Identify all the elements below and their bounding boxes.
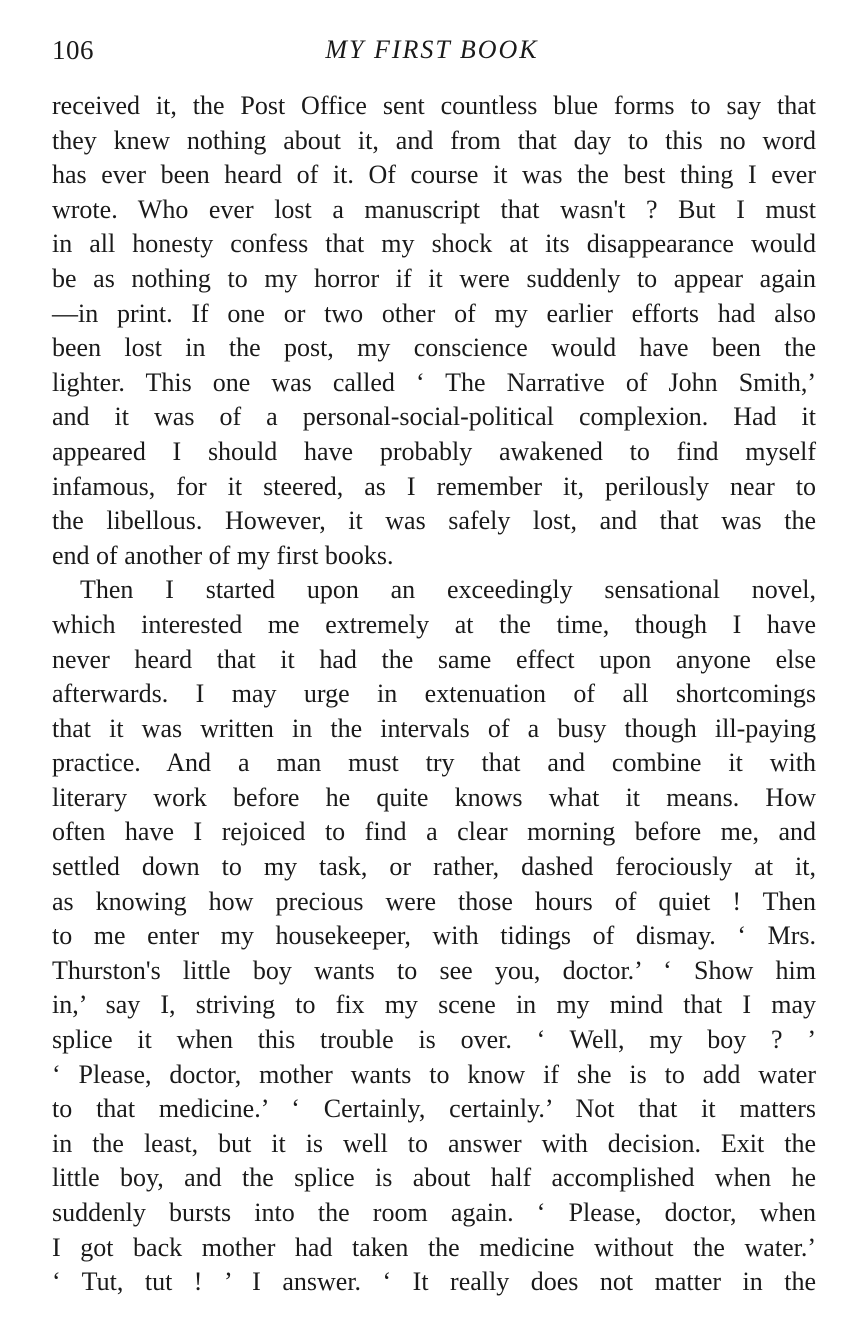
running-head: [52, 30, 812, 70]
text-line: the libellous. However, it was safely lost, and that was the: [52, 506, 816, 536]
text-line: infamous, for it steered, as I remember it, perilously near to: [52, 471, 816, 501]
text-line: been lost in the post, my conscience would have been the: [52, 333, 816, 363]
text-line: to that medicine.’ ‘ Certainly, certainly.’ Not that it matters: [52, 1094, 816, 1124]
text-line: practice. And a man must try that and combine it with: [52, 748, 816, 778]
text-line: I got back mother had taken the medicine without the water.’: [52, 1232, 816, 1262]
text-line: often have I rejoiced to find a clear morning before me, and: [52, 817, 816, 847]
text-line: suddenly bursts into the room again. ‘ Please, doctor, when: [52, 1198, 816, 1227]
text-line: in the least, but it is well to answer with decision. Exit the: [52, 1128, 816, 1158]
page-number: 106: [52, 35, 94, 65]
text-line: has ever been heard of it. Of course it was the best thing I ever: [52, 160, 816, 190]
paragraph-first-line: Then I started upon an exceedingly sensational novel,: [80, 575, 816, 605]
text-line: to me enter my housekeeper, with tidings of dismay. ‘ Mrs.: [52, 921, 816, 951]
paragraph-last-line: end of another of my first books.: [52, 540, 394, 570]
text-line: literary work before he quite knows what it means. How: [52, 782, 816, 812]
text-line: settled down to my task, or rather, dashed ferociously at it,: [52, 852, 816, 882]
text-line: lighter. This one was called ‘ The Narrative of John Smith,’: [52, 367, 816, 397]
text-line: appeared I should have probably awakened to find myself: [52, 436, 816, 466]
body-text: [52, 89, 816, 1300]
text-line: in all honesty confess that my shock at its disappearance would: [52, 229, 816, 259]
text-line: and it was of a personal-social-political complexion. Had it: [52, 402, 816, 432]
text-line: ‘ Tut, tut ! ’ I answer. ‘ It really does not matter in the: [52, 1267, 816, 1297]
text-line: afterwards. I may urge in extenuation of all shortcomings: [52, 679, 816, 709]
text-line: never heard that it had the same effect upon anyone else: [52, 644, 816, 674]
text-line: splice it when this trouble is over. ‘ Well, my boy ? ’: [52, 1025, 816, 1055]
text-line: Thurston's little boy wants to see you, doctor.’ ‘ Show him: [52, 955, 816, 985]
text-line: they knew nothing about it, and from that day to this no word: [52, 125, 816, 155]
text-line: little boy, and the splice is about half accomplished when he: [52, 1163, 816, 1193]
text-line: received it, the Post Office sent countless blue forms to say that: [52, 91, 816, 120]
text-line: in,’ say I, striving to fix my scene in my mind that I may: [52, 990, 816, 1020]
text-line: ‘ Please, doctor, mother wants to know if she is to add water: [52, 1059, 816, 1089]
text-line: which interested me extremely at the time, though I have: [52, 609, 816, 639]
text-line: —in print. If one or two other of my earlier efforts had also: [52, 298, 816, 328]
text-line: as knowing how precious were those hours of quiet ! Then: [52, 886, 816, 916]
text-line: that it was written in the intervals of a busy though ill-paying: [52, 713, 816, 743]
text-line: wrote. Who ever lost a manuscript that wasn't ? But I must: [52, 194, 816, 224]
text-line: be as nothing to my horror if it were suddenly to appear again: [52, 263, 816, 293]
running-title: MY FIRST BOOK: [325, 35, 539, 64]
